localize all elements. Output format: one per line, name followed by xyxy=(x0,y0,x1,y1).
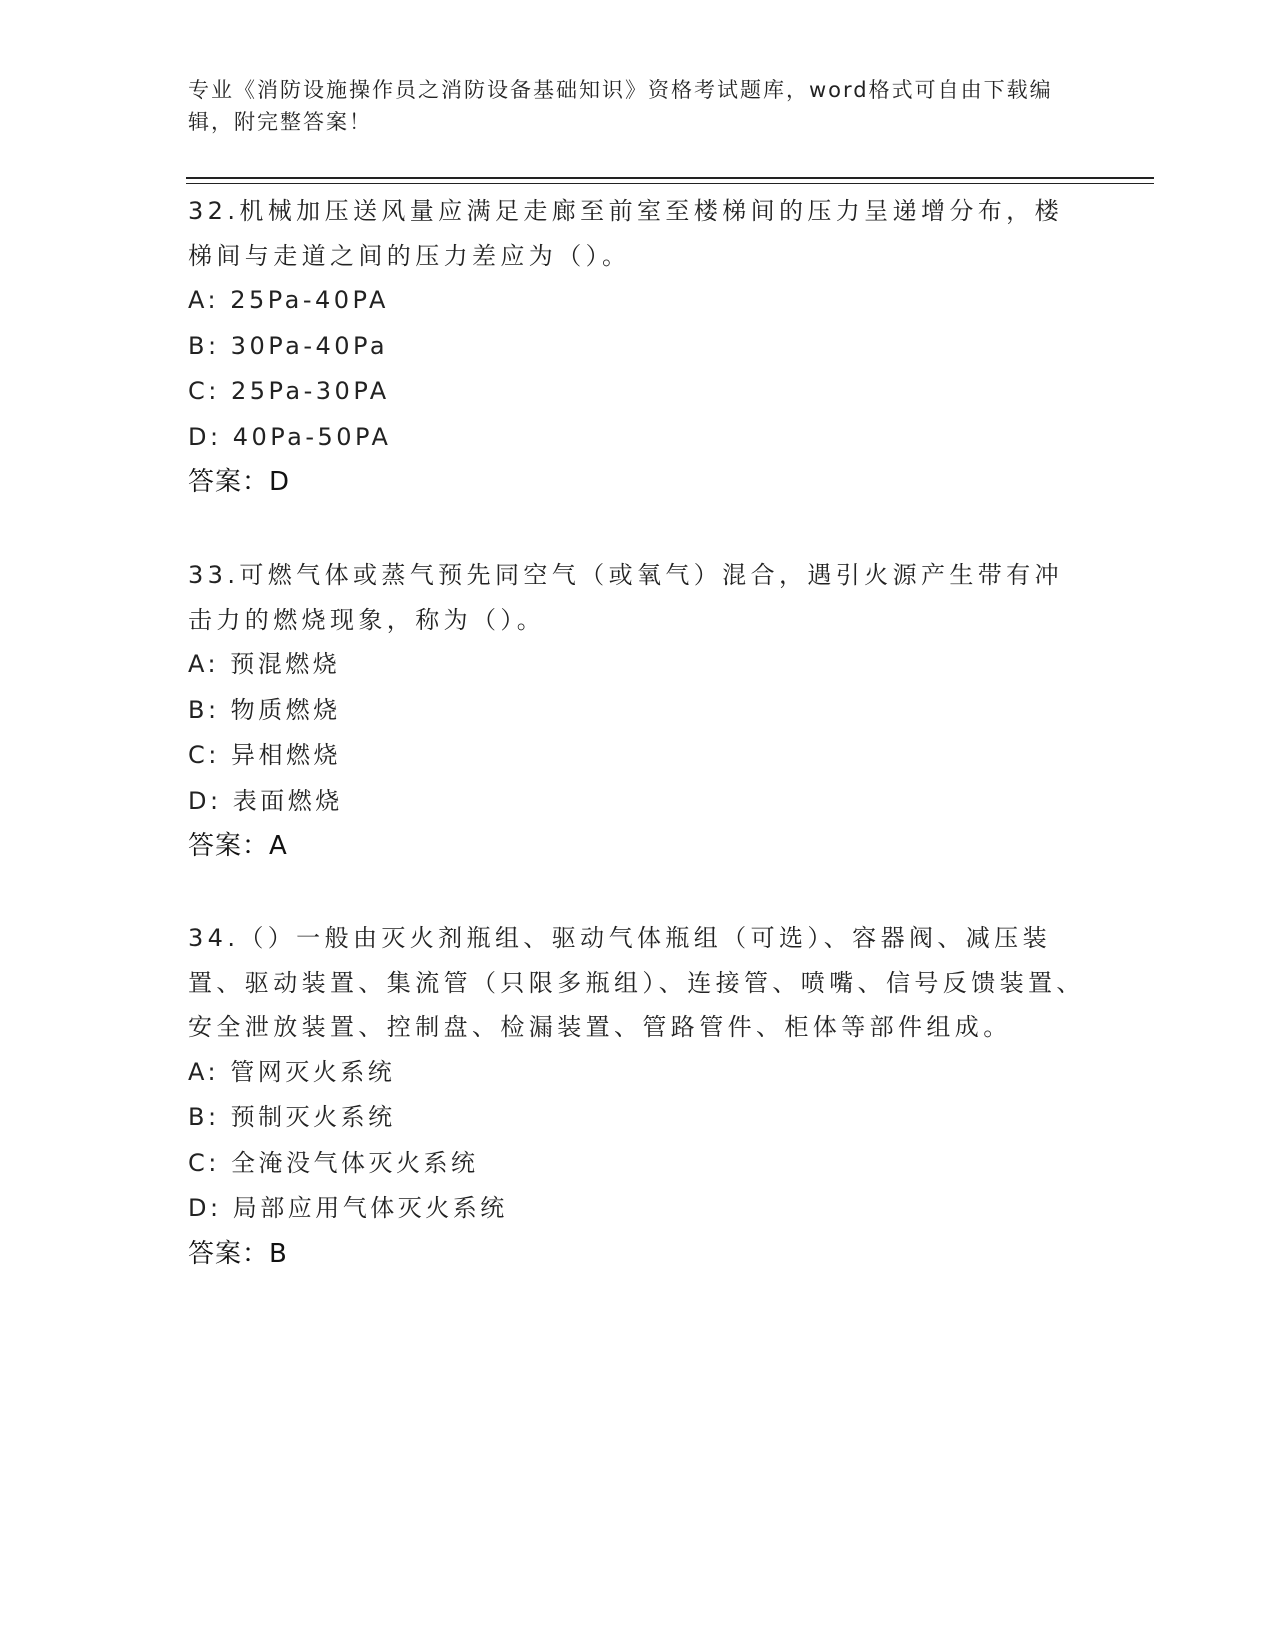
option-c: C: 异相燃烧 xyxy=(188,741,341,769)
option-d: D: 局部应用气体灭火系统 xyxy=(188,1194,508,1222)
answer-line: 答案：D xyxy=(188,467,291,497)
header-divider-thick xyxy=(186,177,1154,179)
option-b: B: 预制灭火系统 xyxy=(188,1103,396,1131)
option-a: A: 管网灭火系统 xyxy=(188,1057,396,1086)
question-stem: 34.（）一般由灭火剂瓶组、驱动气体瓶组（可选）、容器阀、减压装置、驱动装置、集流管（只限多瓶组）、连接管、喷嘴、信号反馈装置、安全泄放装置、控制盘、检漏装置、管路管件、柜体等部件组成。 xyxy=(188,924,1085,1041)
answer-line: 答案：A xyxy=(188,831,288,861)
answer-line: 答案：B xyxy=(188,1238,288,1269)
question-stem: 33.可燃气体或蒸气预先同空气（或氧气）混合，遇引火源产生带有冲击力的燃烧现象，称为（）。 xyxy=(188,561,1063,634)
question-34 xyxy=(188,916,1088,1276)
document-header: 专业《消防设施操作员之消防设备基础知识》资格考试题库，word格式可自由下载编辑，附完整答案！ xyxy=(188,78,1053,134)
option-c: C: 全淹没气体灭火系统 xyxy=(188,1148,479,1177)
option-c: C: 25Pa-30PA xyxy=(188,377,390,405)
option-b: B: 30Pa-40Pa xyxy=(188,331,389,360)
question-33 xyxy=(188,553,1088,868)
option-d: D: 表面燃烧 xyxy=(188,786,343,815)
header-divider-thin xyxy=(186,183,1154,184)
option-d: D: 40Pa-50PA xyxy=(188,422,392,451)
option-a: A: 预混燃烧 xyxy=(188,650,341,678)
question-stem: 32.机械加压送风量应满足走廊至前室至楼梯间的压力呈递增分布，楼梯间与走道之间的压力差应为（）。 xyxy=(188,197,1063,270)
option-a: A: 25Pa-40PA xyxy=(188,286,389,314)
option-b: B: 物质燃烧 xyxy=(188,695,341,724)
question-32 xyxy=(188,189,1088,504)
